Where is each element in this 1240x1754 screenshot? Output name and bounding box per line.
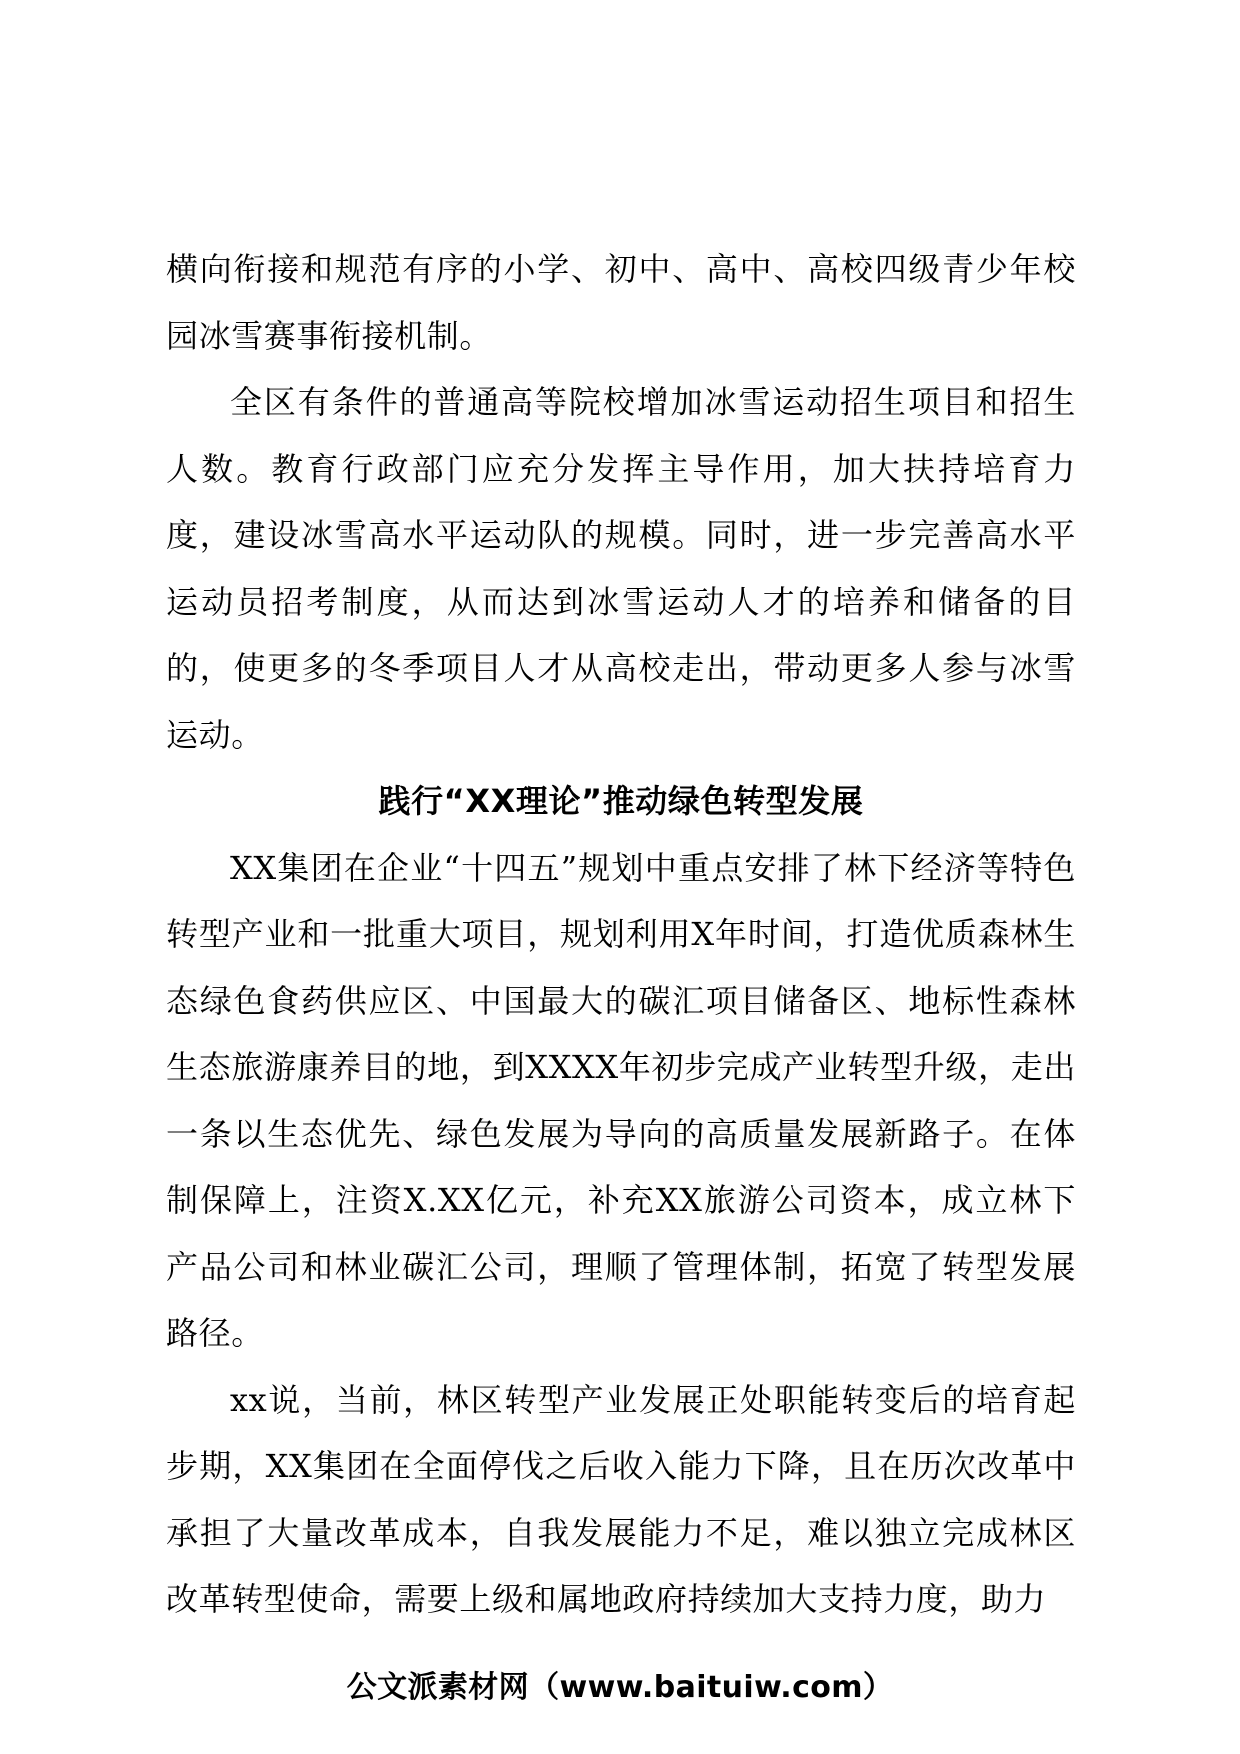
paragraph-group-plan: XX集团在企业“十四五”规划中重点安排了林下经济等特色转型产业和一批重大项目，规划利用X年时间，打造优质森林生态绿色食药供应区、中国最大的碳汇项目储备区、地标性森林生态旅游康养目的地，到XXXX年初步完成产业转型升级，走出一条以生态优先、绿色发展为导向的高质量发展新路子。在体制保障上，注资X.XX亿元，补充XX旅游公司资本，成立林下产品公司和林业碳汇公司，理顺了管理体制，拓宽了转型发展路径。 — [166, 848, 1076, 1352]
paragraph-continued: 横向衔接和规范有序的小学、初中、高中、高校四级青少年校园冰雪赛事衔接机制。 — [166, 250, 1076, 355]
footer-watermark: 公文派素材网（www.baituiw.com） — [346, 1670, 894, 1705]
paragraph-admissions: 全区有条件的普通高等院校增加冰雪运动招生项目和招生人数。教育行政部门应充分发挥主导作用，加大扶持培育力度，建设冰雪高水平运动队的规模。同时，进一步完善高水平运动员招考制度，从而达到冰雪运动人才的培养和储备的目的，使更多的冬季项目人才从高校走出，带动更多人参与冰雪运动。 — [166, 383, 1076, 754]
document-body — [166, 236, 1076, 1633]
section-heading: 践行“XX理论”推动绿色转型发展 — [378, 782, 864, 820]
paragraph-transformation-stage: xx说，当前，林区转型产业发展正处职能转变后的培育起步期，XX集团在全面停伐之后收入能力下降，且在历次改革中承担了大量改革成本，自我发展能力不足，难以独立完成林区改革转型使命，需要上级和属地政府持续加大支持力度，助力 — [166, 1380, 1076, 1618]
